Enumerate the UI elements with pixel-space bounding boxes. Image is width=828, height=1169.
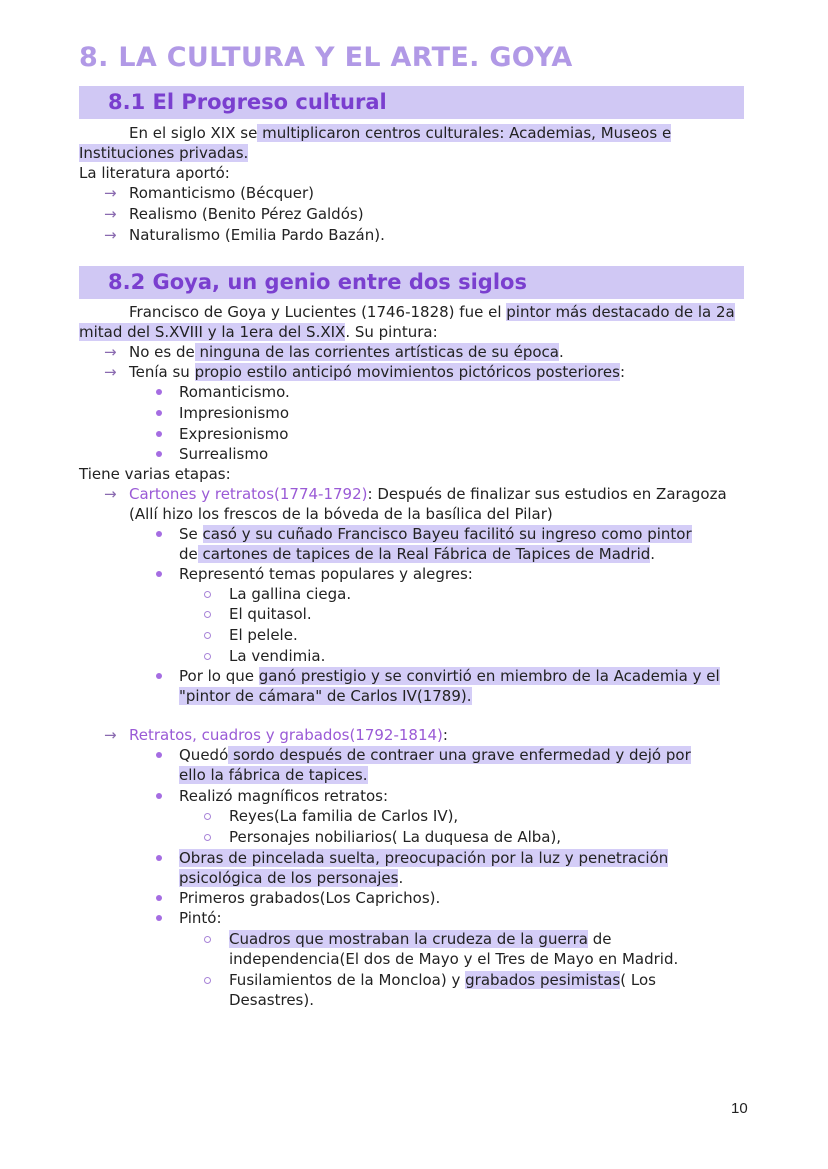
stage-2-line (129, 725, 448, 745)
text-span: No es de (129, 343, 195, 361)
text-span: : (442, 726, 448, 744)
painting-item (229, 970, 656, 990)
highlight-span: Obras de pincelada suelta, preocupación por la luz y penetración (179, 849, 669, 867)
list-item: Naturalismo (Emilia Pardo Bazán). (129, 226, 385, 244)
text-span: . (650, 545, 656, 563)
highlight-span: mitad del S.XVIII y la 1era del S.XIX (79, 323, 346, 341)
page-title: 8. LA CULTURA Y EL ARTE. GOYA (79, 42, 573, 73)
bullet-dot-icon (156, 531, 162, 537)
list-item (179, 524, 692, 544)
highlight-span: Cuadros que mostraban la crudeza de la guerra (229, 930, 588, 948)
stage-label: Cartones y retratos(1774-1792) (129, 485, 368, 503)
list-item (179, 765, 368, 785)
paragraph-line (79, 143, 248, 163)
paragraph-line (129, 302, 735, 322)
paragraph-line (129, 123, 671, 143)
highlight-span: propio estilo anticipó movimientos pictóricos posteriores (194, 363, 620, 381)
movement-item: Romanticismo. (179, 383, 290, 401)
bullet-dot-icon (156, 793, 162, 799)
text-span: Se (179, 525, 203, 543)
movement-item: Impresionismo (179, 404, 290, 422)
movement-item: Expresionismo (179, 425, 289, 443)
section-heading-8-1: 8.1 El Progreso cultural (108, 90, 387, 114)
theme-item: El pelele. (229, 626, 298, 644)
bullet-dot-icon (156, 855, 162, 861)
highlight-span: casó y su cuñado Francisco Bayeu facilitó su ingreso como pintor (202, 525, 692, 543)
list-item: Romanticismo (Bécquer) (129, 184, 314, 202)
text-span: de (587, 930, 612, 948)
text-span: Quedó (179, 746, 229, 764)
list-item: Realismo (Benito Pérez Galdós) (129, 205, 364, 223)
list-item: Primeros grabados(Los Caprichos). (179, 889, 441, 907)
list-item: Pintó: (179, 909, 222, 927)
bullet-circle-icon (204, 653, 211, 660)
text-span: Tenía su (129, 363, 195, 381)
stage-1-line: (Allí hizo los frescos de la bóveda de la basílica del Pilar) (129, 505, 553, 523)
painting-item (229, 929, 611, 949)
highlight-span: ninguna de las corrientes artísticas de su época (194, 343, 559, 361)
bullet-dot-icon (156, 673, 162, 679)
bullet-dot-icon (156, 431, 162, 437)
arrow-bullet-icon: → (104, 226, 117, 244)
bullet-circle-icon (204, 834, 211, 841)
bullet-circle-icon (204, 591, 211, 598)
highlight-span: psicológica de los personajes (179, 869, 399, 887)
arrow-bullet-icon: → (104, 485, 117, 503)
text-span: . (559, 343, 564, 361)
text-span: . Su pintura: (345, 323, 438, 341)
bullet-circle-icon (204, 611, 211, 618)
bullet-circle-icon (204, 936, 211, 943)
bullet-dot-icon (156, 895, 162, 901)
bullet-dot-icon (156, 915, 162, 921)
painting-item: independencia(El dos de Mayo y el Tres de Mayo en Madrid. (229, 950, 679, 968)
text-span: Fusilamientos de la Moncloa) y (229, 971, 466, 989)
highlight-span: "pintor de cámara" de Carlos IV(1789). (179, 687, 472, 705)
list-item (179, 666, 720, 686)
highlight-span: ello la fábrica de tapices. (179, 766, 368, 784)
stage-label: Retratos, cuadros y grabados(1792-1814) (129, 726, 443, 744)
arrow-bullet-icon: → (104, 343, 117, 361)
highlight-span: pintor más destacado de la 2a (506, 303, 735, 321)
stage-1-line (129, 484, 727, 504)
bullet-circle-icon (204, 977, 211, 984)
text-span: ( Los (620, 971, 656, 989)
page-number: 10 (731, 1100, 748, 1117)
stages-label: Tiene varias etapas: (79, 465, 231, 483)
list-item (179, 848, 668, 868)
text-span: . (398, 869, 404, 887)
list-item (179, 745, 691, 765)
highlight-span: multiplicaron centros culturales: Academias, Museos e (257, 124, 672, 142)
theme-item: La gallina ciega. (229, 585, 352, 603)
highlight-span: Instituciones privadas. (79, 144, 249, 162)
arrow-bullet-icon: → (104, 205, 117, 223)
list-item: Representó temas populares y alegres: (179, 565, 473, 583)
portrait-item: Personajes nobiliarios( La duquesa de Alba), (229, 828, 562, 846)
highlight-span: ganó prestigio y se convirtió en miembro de la Academia y el (258, 667, 720, 685)
highlight-span: sordo después de contraer una grave enfermedad y dejó por (228, 746, 691, 764)
text-span: : Después de finalizar sus estudios en Zaragoza (367, 485, 727, 503)
bullet-dot-icon (156, 451, 162, 457)
arrow-bullet-icon: → (104, 726, 117, 744)
painting-item: Desastres). (229, 991, 314, 1009)
list-item (129, 362, 625, 382)
bullet-circle-icon (204, 813, 211, 820)
arrow-bullet-icon: → (104, 184, 117, 202)
bullet-dot-icon (156, 571, 162, 577)
list-item (179, 544, 655, 564)
list-item (179, 868, 403, 888)
bullet-circle-icon (204, 632, 211, 639)
list-item: Realizó magníficos retratos: (179, 787, 389, 805)
bullet-dot-icon (156, 410, 162, 416)
text-span: : (619, 363, 625, 381)
highlight-span: grabados pesimistas (465, 971, 621, 989)
bullet-dot-icon (156, 752, 162, 758)
list-item (129, 342, 564, 362)
text-span: Por lo que (179, 667, 259, 685)
section-heading-8-2: 8.2 Goya, un genio entre dos siglos (108, 270, 527, 294)
text-span: de (179, 545, 198, 563)
portrait-item: Reyes(La familia de Carlos IV), (229, 807, 459, 825)
theme-item: El quitasol. (229, 605, 312, 623)
paragraph-line (79, 322, 438, 342)
movement-item: Surrealismo (179, 445, 269, 463)
text-span: Francisco de Goya y Lucientes (1746-1828) fue el (129, 303, 507, 321)
theme-item: La vendimia. (229, 647, 326, 665)
highlight-span: cartones de tapices de la Real Fábrica de Tapices de Madrid (197, 545, 651, 563)
text-span: En el siglo XIX se (129, 124, 258, 142)
list-item (179, 686, 472, 706)
arrow-bullet-icon: → (104, 363, 117, 381)
literature-label: La literatura aportó: (79, 164, 230, 182)
bullet-dot-icon (156, 389, 162, 395)
